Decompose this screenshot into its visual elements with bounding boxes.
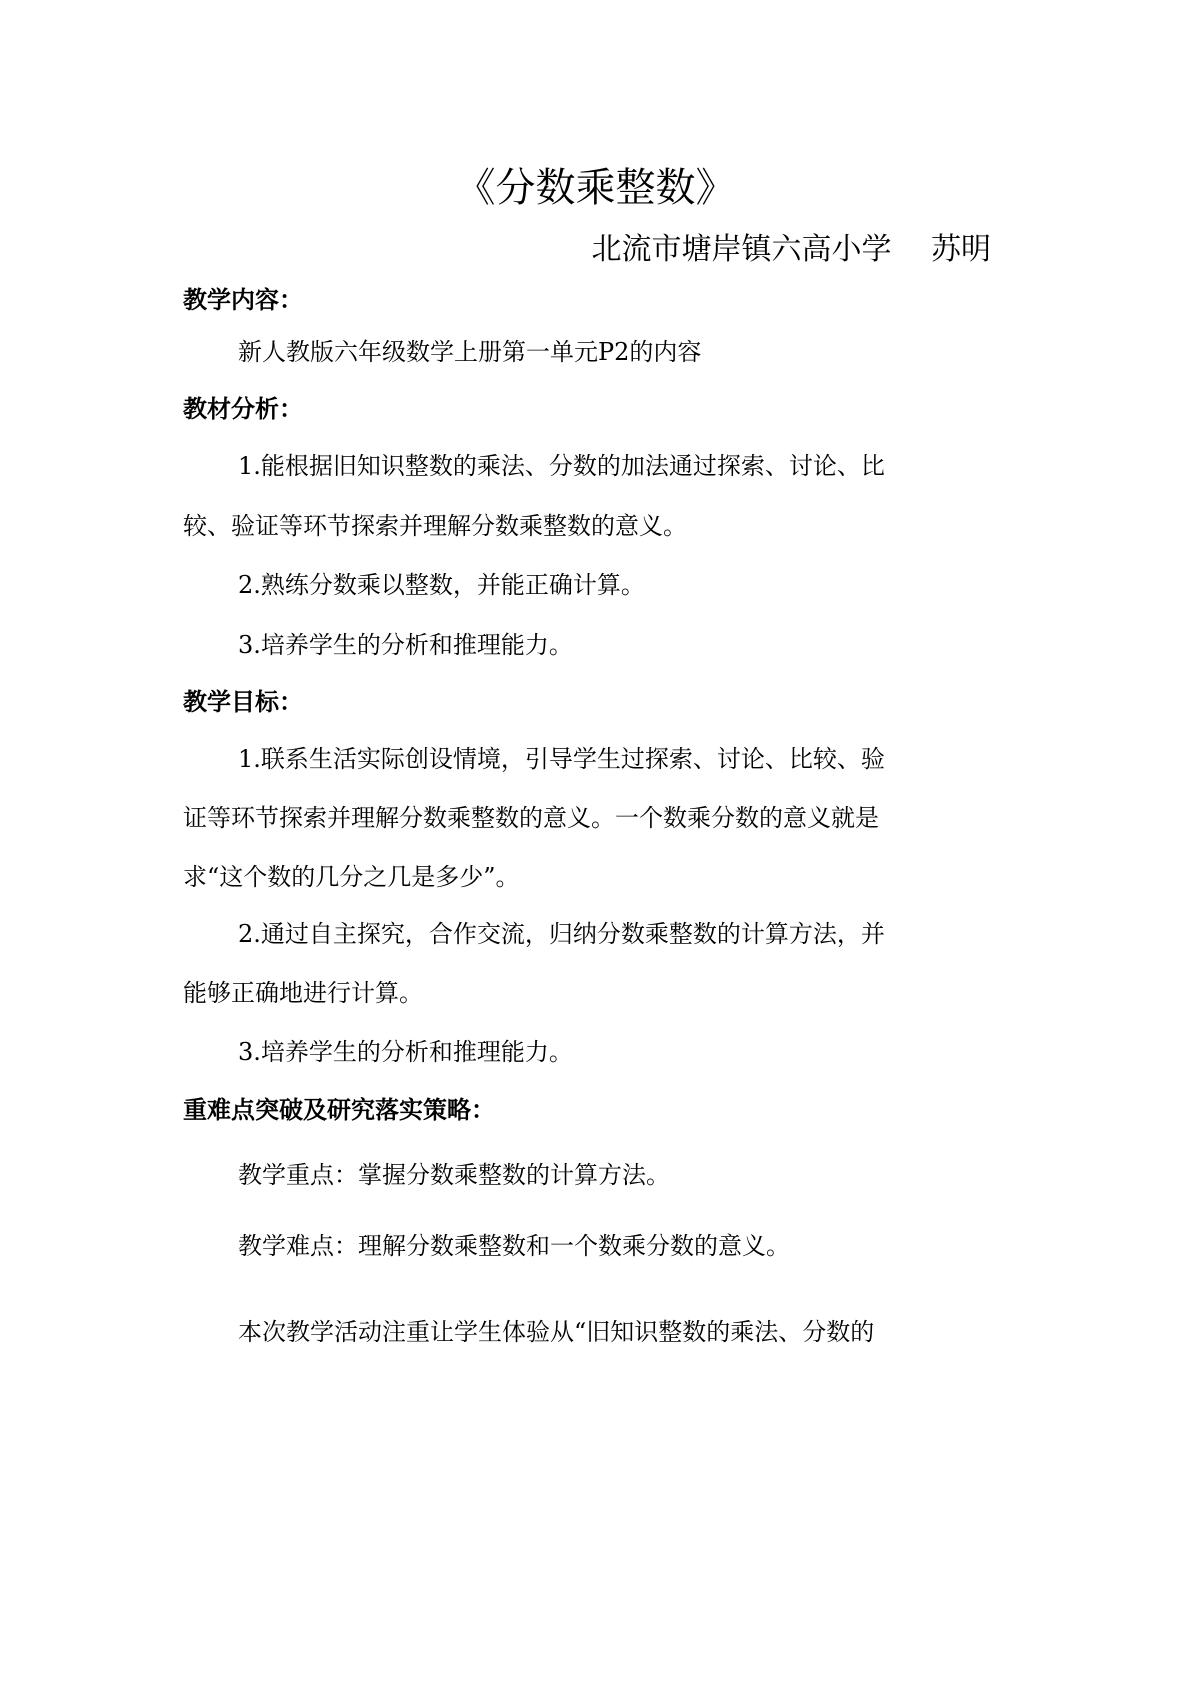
heading-strategy: 重难点突破及研究落实策略： [183,1096,495,1124]
analysis-item-3: 3.培养学生的分析和推理能力。 [238,631,573,659]
teaching-content-text: 新人教版六年级数学上册第一单元P2的内容 [238,338,702,366]
strategy-paragraph-line-1: 本次教学活动注重让学生体验从“旧知识整数的乘法、分数的 [238,1318,875,1346]
goals-item-1-line-3: 求“这个数的几分之几是多少”。 [183,863,520,891]
goals-item-3: 3.培养学生的分析和推理能力。 [238,1038,573,1066]
strategy-difficult-point: 教学难点：理解分数乘整数和一个数乘分数的意义。 [238,1232,790,1260]
analysis-item-2: 2.熟练分数乘以整数，并能正确计算。 [238,571,645,599]
goals-item-2-line-2: 能够正确地进行计算。 [183,979,423,1007]
document-title: 《分数乘整数》 [455,165,736,211]
goals-item-1-line-2: 证等环节探索并理解分数乘整数的意义。一个数乘分数的意义就是 [183,804,879,832]
heading-teaching-goals: 教学目标： [183,688,303,716]
author-line: 北流市塘岸镇六高小学 苏明 [591,232,991,267]
goals-item-1-line-1: 1.联系生活实际创设情境，引导学生过探索、讨论、比较、验 [238,745,885,773]
analysis-item-1-line-2: 较、验证等环节探索并理解分数乘整数的意义。 [183,512,687,540]
strategy-key-point: 教学重点：掌握分数乘整数的计算方法。 [238,1161,670,1189]
heading-teaching-content: 教学内容： [183,286,303,314]
analysis-item-1-line-1: 1.能根据旧知识整数的乘法、分数的加法通过探索、讨论、比 [238,452,885,480]
heading-material-analysis: 教材分析： [183,395,303,423]
goals-item-2-line-1: 2.通过自主探究，合作交流，归纳分数乘整数的计算方法，并 [238,920,885,948]
